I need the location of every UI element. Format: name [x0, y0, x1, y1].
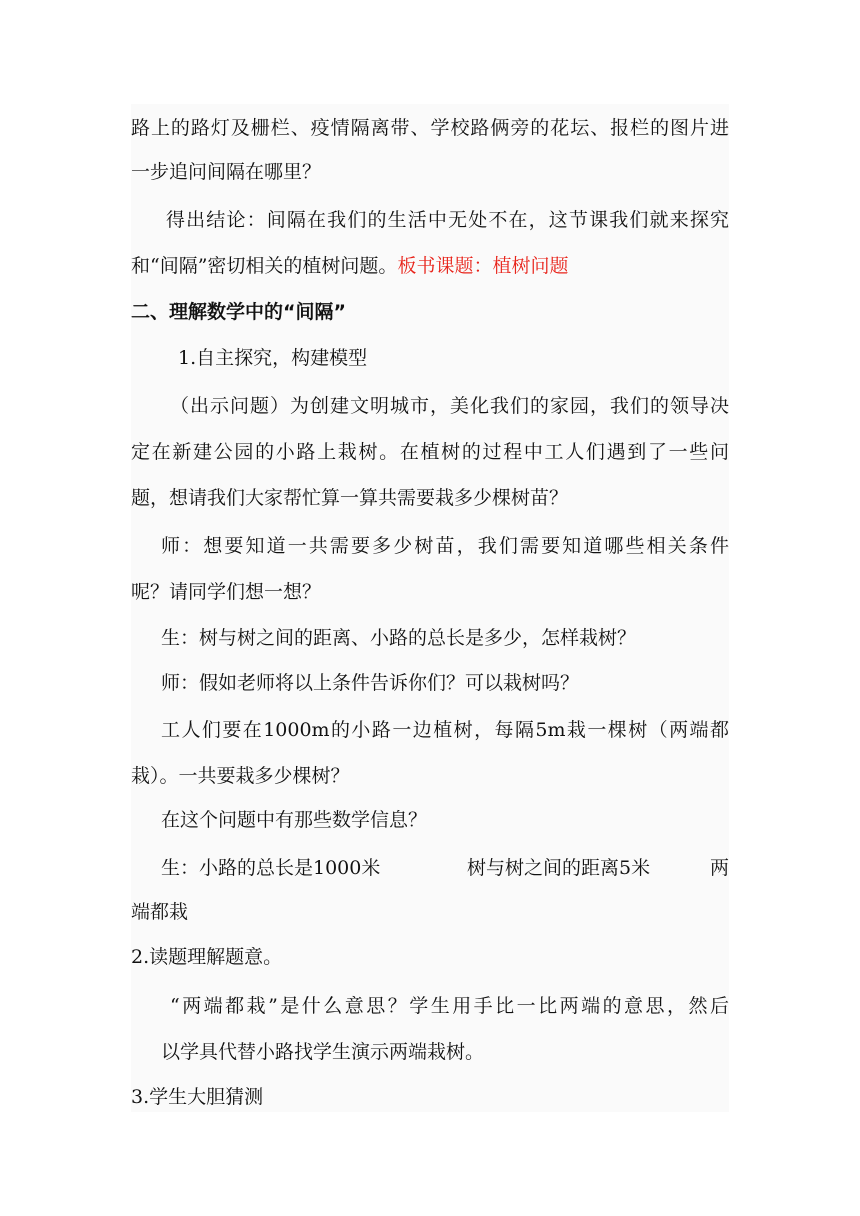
- paragraph-line: 一步追问间隔在哪里？: [131, 161, 322, 183]
- board-title-highlight: 板书课题：植树问题: [397, 255, 569, 277]
- section-heading: 二、理解数学中的“间隔”: [131, 301, 346, 323]
- paragraph-line: 工人们要在1000m的小路一边植树，每隔5m栽一棵树（两端都: [161, 719, 729, 741]
- paragraph-line: （出示问题）为创建文明城市，美化我们的家园，我们的领导决: [170, 395, 729, 417]
- paragraph-line: 生：树与树之间的距离、小路的总长是多少，怎样栽树？: [161, 627, 637, 649]
- paragraph-line: 师：想要知道一共需要多少树苗，我们需要知道哪些相关条件: [161, 535, 729, 557]
- paragraph-line: 树与树之间的距离5米: [467, 857, 651, 879]
- paragraph-text: 和“间隔”密切相关的植树问题。: [131, 255, 398, 277]
- paragraph-line: 题，想请我们大家帮忙算一算共需要栽多少棵树苗？: [131, 487, 569, 509]
- paragraph-line: 两: [710, 857, 730, 879]
- paragraph-line: 师：假如老师将以上条件告诉你们？可以栽树吗？: [161, 672, 580, 694]
- paragraph-line: 定在新建公园的小路上栽树。在植树的过程中工人们遇到了一些问: [131, 441, 729, 463]
- subsection-heading: 2.读题理解题意。: [131, 946, 283, 968]
- paragraph-line: 呢？请同学们想一想？: [131, 581, 322, 603]
- paragraph-line: 端都栽: [131, 901, 189, 923]
- paragraph-line: 栽）。一共要栽多少棵树？: [131, 765, 350, 787]
- paragraph-line: 生：小路的总长是1000米: [161, 857, 381, 879]
- paragraph-line: [131, 254, 568, 278]
- subsection-heading: 3.学生大胆猜测: [131, 1086, 264, 1108]
- paragraph-line: 得出结论：间隔在我们的生活中无处不在，这节课我们就来探究: [166, 209, 729, 231]
- subsection-heading: 1.自主探究，构建模型: [178, 347, 368, 369]
- paragraph-line: “两端都栽”是什么意思？学生用手比一比两端的意思，然后: [170, 995, 729, 1017]
- paragraph-line: 在这个问题中有那些数学信息？: [161, 809, 428, 831]
- paragraph-line: 以学具代替小路找学生演示两端栽树。: [161, 1041, 485, 1063]
- paragraph-line: 路上的路灯及栅栏、疫情隔离带、学校路俩旁的花坛、报栏的图片进: [131, 117, 729, 139]
